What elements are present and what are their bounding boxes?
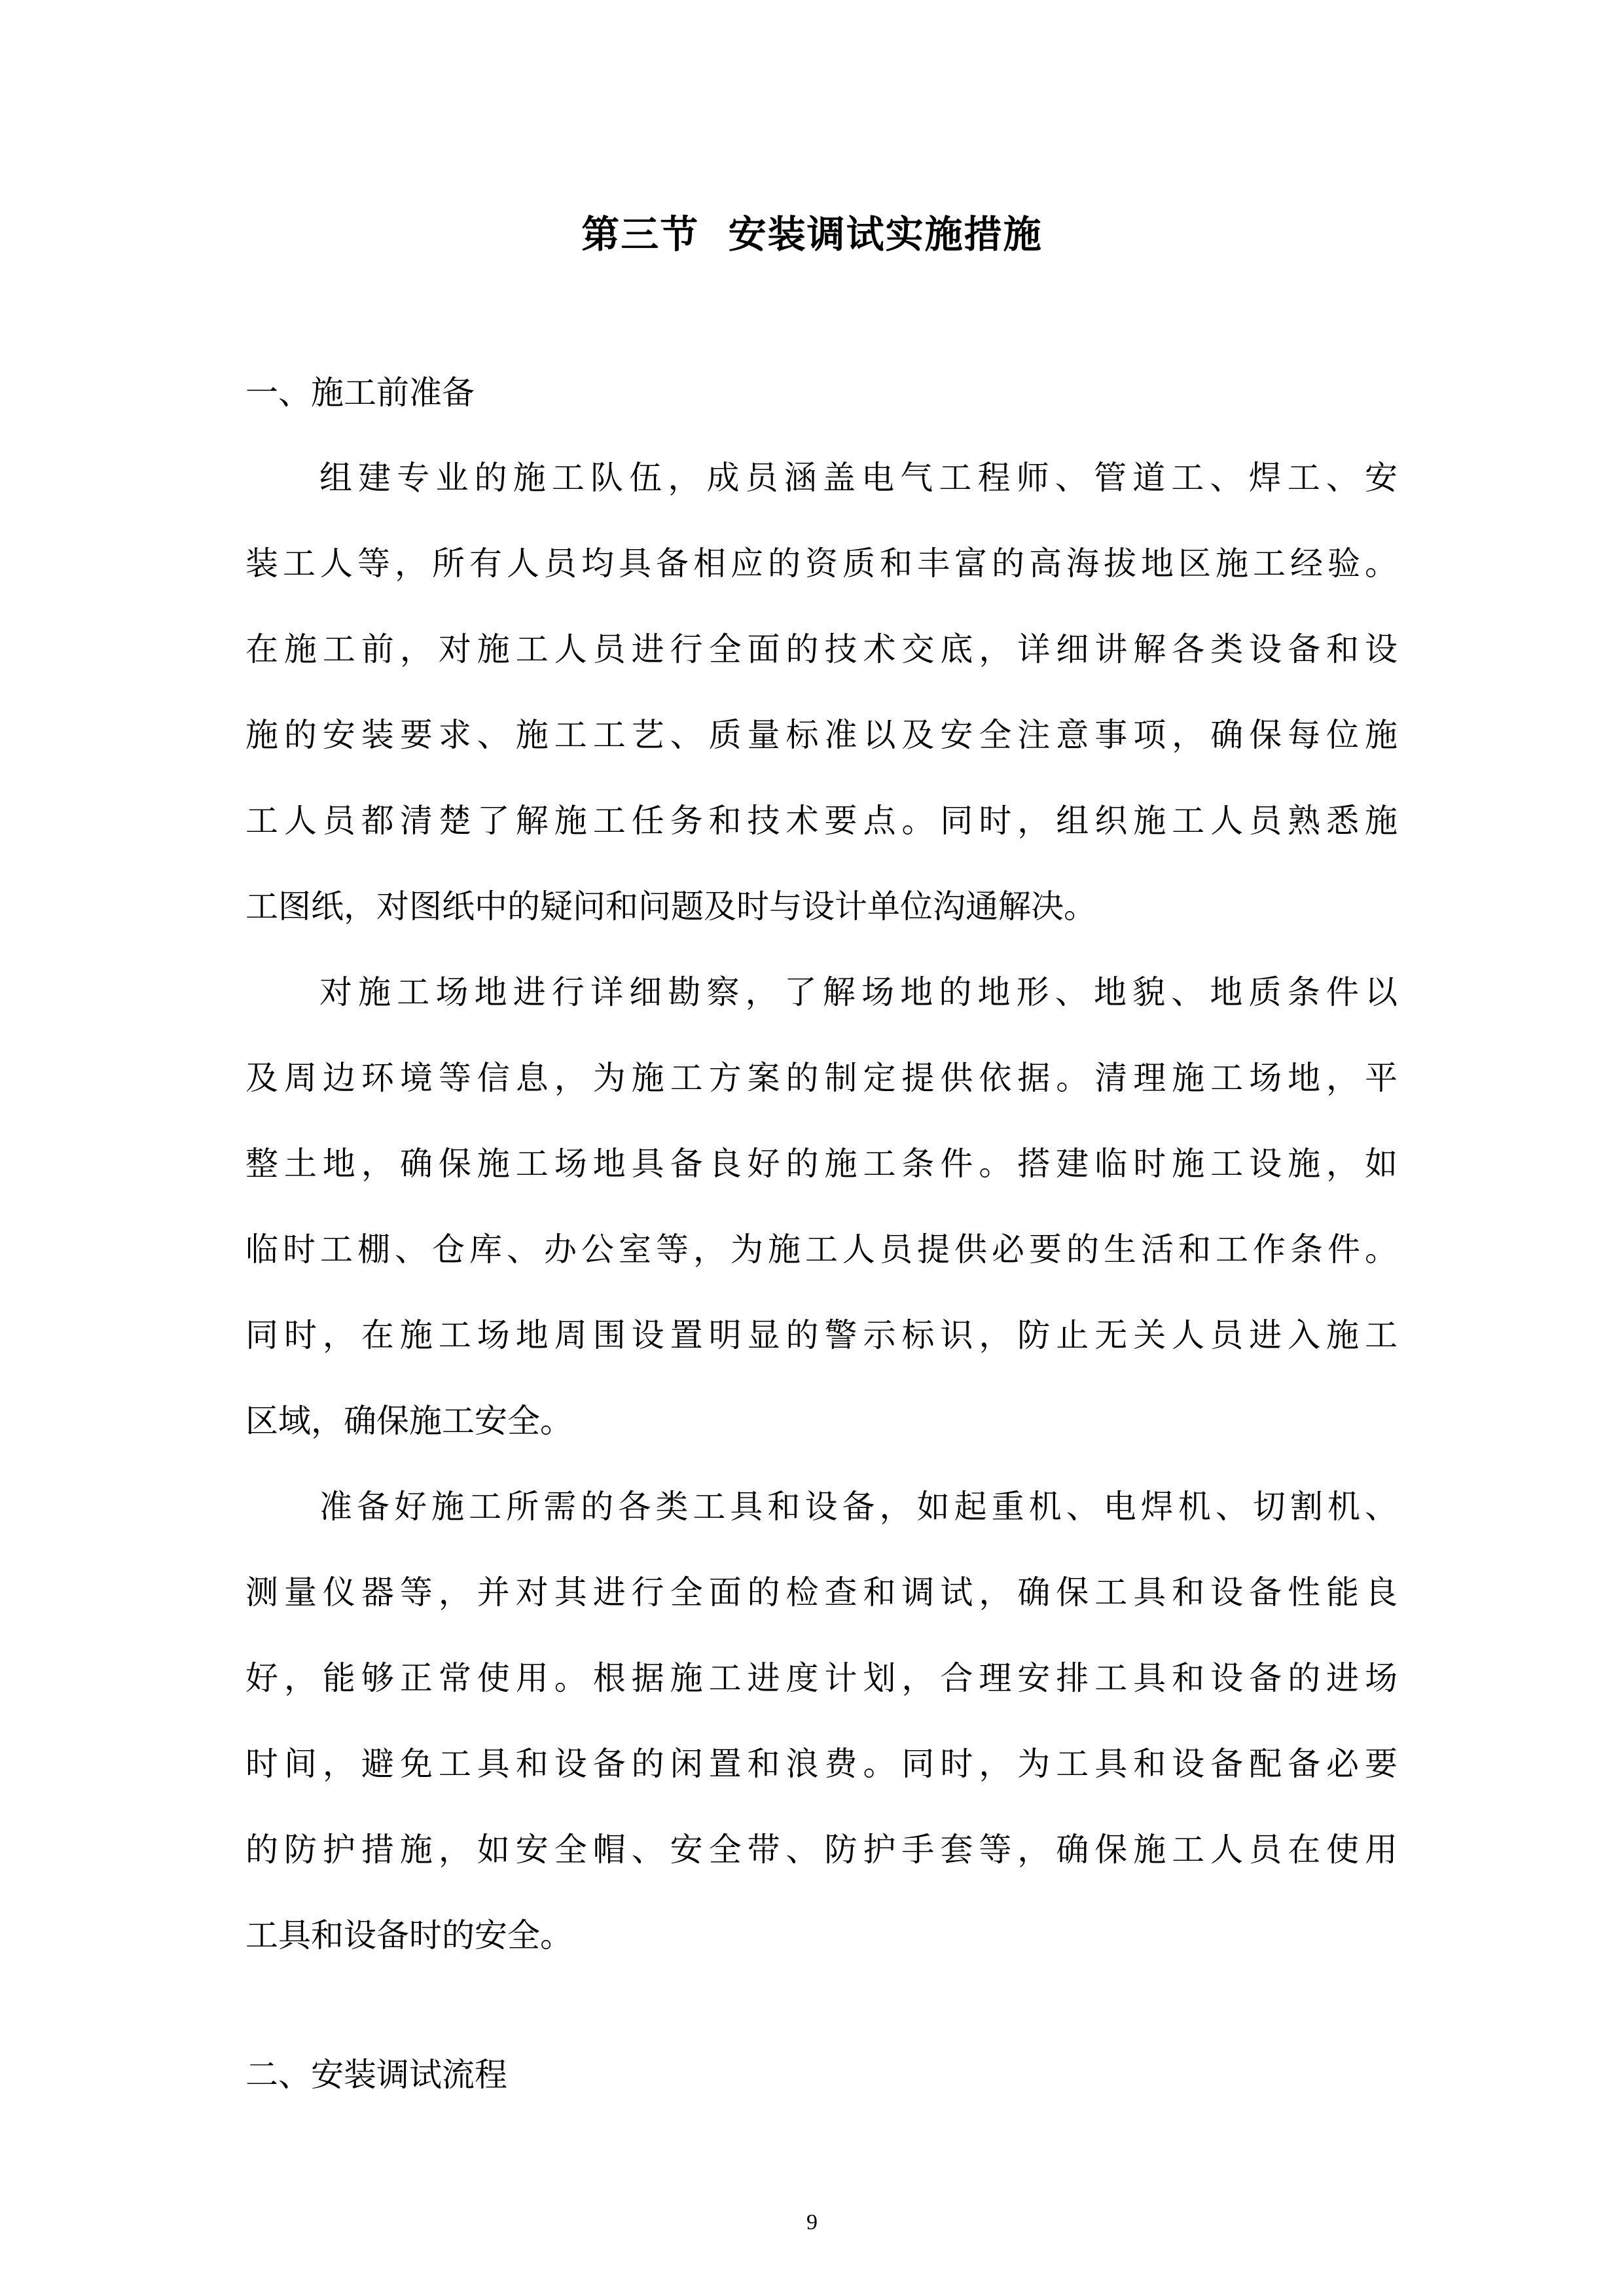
- paragraph-line: 对施工场地进行详细勘察，了解场地的地形、地貌、地质条件以: [319, 973, 1398, 1011]
- paragraph-line: 同时，在施工场地周围设置明显的警示标识，防止无关人员进入施工: [245, 1316, 1398, 1354]
- paragraph-line: 整土地，确保施工场地具备良好的施工条件。搭建临时施工设施，如: [245, 1145, 1398, 1183]
- paragraph-line: 施的安装要求、施工工艺、质量标准以及安全注意事项，确保每位施: [245, 716, 1398, 754]
- paragraph-line: 在施工前，对施工人员进行全面的技术交底，详细讲解各类设备和设: [245, 630, 1398, 668]
- paragraph-line: 准备好施工所需的各类工具和设备，如起重机、电焊机、切割机、: [319, 1488, 1398, 1526]
- paragraph-line: 区域，确保施工安全。: [245, 1402, 573, 1440]
- paragraph-line: 工人员都清楚了解施工任务和技术要点。同时，组织施工人员熟悉施: [245, 802, 1398, 840]
- paragraph-line: 的防护措施，如安全帽、安全带、防护手套等，确保施工人员在使用: [245, 1831, 1398, 1869]
- paragraph-line: 临时工棚、仓库、办公室等，为施工人员提供必要的生活和工作条件。: [245, 1230, 1398, 1268]
- paragraph-line: 时间，避免工具和设备的闲置和浪费。同时，为工具和设备配备必要: [245, 1745, 1398, 1783]
- subsection-heading-2: 二、安装调试流程: [245, 2056, 507, 2094]
- paragraph-line: 测量仪器等，并对其进行全面的检查和调试，确保工具和设备性能良: [245, 1573, 1398, 1611]
- page-number: 9: [806, 2210, 818, 2234]
- paragraph-line: 工图纸，对图纸中的疑问和问题及时与设计单位沟通解决。: [245, 888, 1096, 925]
- paragraph-line: 组建专业的施工队伍，成员涵盖电气工程师、管道工、焊工、安: [319, 459, 1398, 497]
- section-title: 第三节 安装调试实施措施: [581, 212, 1043, 257]
- paragraph-line: 好，能够正常使用。根据施工进度计划，合理安排工具和设备的进场: [245, 1659, 1398, 1697]
- paragraph-line: 装工人等，所有人员均具备相应的资质和丰富的高海拔地区施工经验。: [245, 545, 1398, 583]
- paragraph-line: 工具和设备时的安全。: [245, 1916, 573, 1954]
- paragraph-line: 及周边环境等信息，为施工方案的制定提供依据。清理施工场地，平: [245, 1059, 1398, 1097]
- subsection-heading-1: 一、施工前准备: [245, 374, 475, 412]
